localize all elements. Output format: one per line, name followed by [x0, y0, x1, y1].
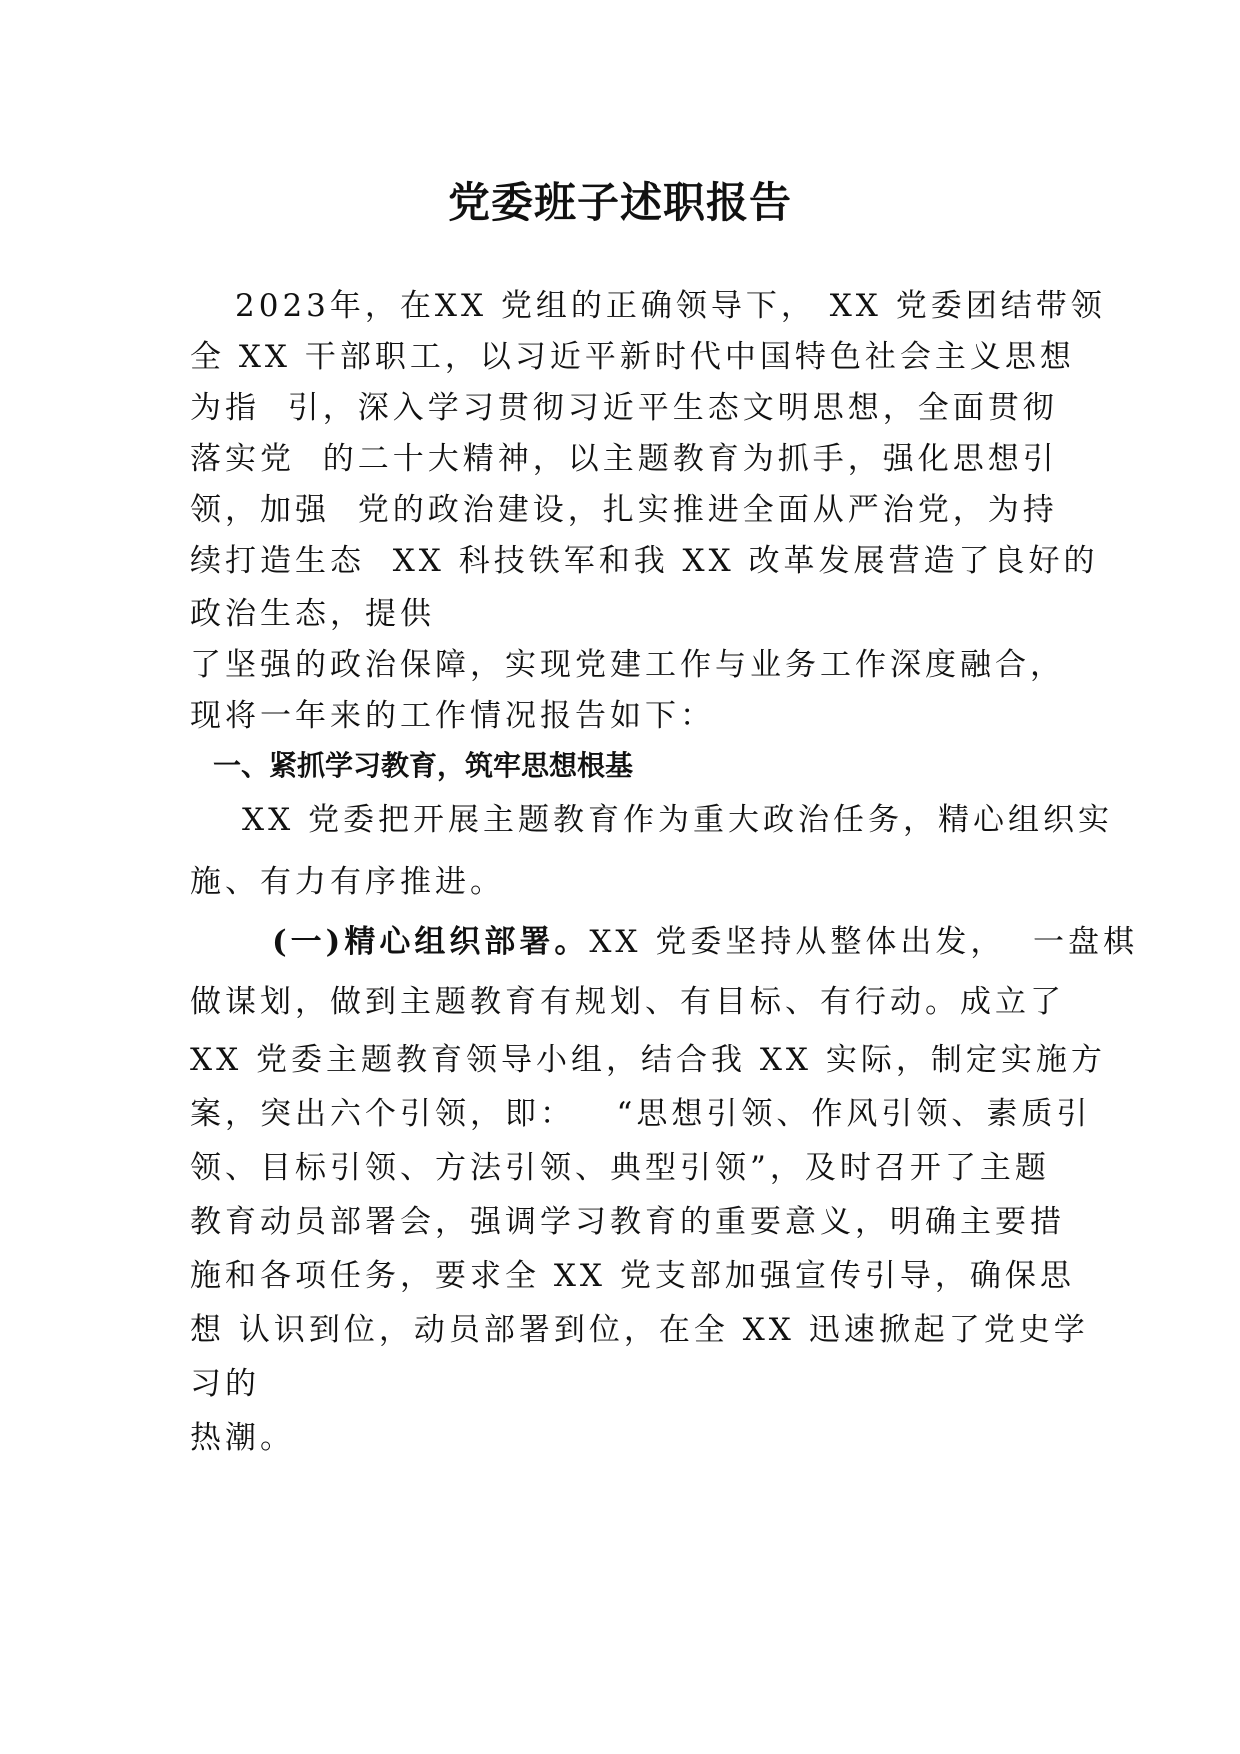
subsection1-first-line	[272, 922, 1138, 962]
section-heading-1: 一、紧抓学习教育，筑牢思想根基	[213, 749, 634, 782]
intro-line-3: 为指 引，深入学习贯彻习近平生态文明思想，全面贯彻	[190, 390, 1058, 426]
subsection1-line-3: XX 党委主题教育领导小组，结合我 XX 实际，制定实施方	[190, 1042, 1106, 1078]
intro-line-5: 领，加强 党的政治建设，扎实推进全面从严治党，为持	[190, 492, 1058, 528]
subsection1-line-7: 施和各项任务，要求全 XX 党支部加强宣传引导，确保思	[190, 1258, 1075, 1294]
intro-line-2: 全 XX 干部职工，以习近平新时代中国特色社会主义思想	[190, 339, 1075, 375]
subsection1-line-5: 领、目标引领、方法引领、典型引领”，及时召开了主题	[190, 1150, 1050, 1186]
intro-line-1: 2023年，在XX 党组的正确领导下， XX 党委团结带领	[235, 288, 1106, 324]
subsection1-heading: (一)精心组织部署。	[272, 924, 590, 960]
subsection1-line-10: 热潮。	[190, 1420, 295, 1456]
intro-line-6: 续打造生态 XX 科技铁军和我 XX 改革发展营造了良好的	[190, 543, 1099, 579]
document-title: 党委班子述职报告	[447, 178, 792, 227]
intro-line-9: 现将一年来的工作情况报告如下：	[190, 698, 715, 734]
subsection1-line-2: 做谋划，做到主题教育有规划、有目标、有行动。成立了	[190, 984, 1065, 1020]
intro-line-4: 落实党 的二十大精神，以主题教育为抓手，强化思想引	[190, 441, 1058, 477]
subsection1-line-6: 教育动员部署会，强调学习教育的重要意义，明确主要措	[190, 1204, 1065, 1240]
section1-line-2: 施、有力有序推进。	[190, 864, 505, 900]
subsection1-line-8: 想 认识到位，动员部署到位，在全 XX 迅速掀起了党史学	[190, 1312, 1089, 1348]
subsection1-line-9: 习的	[190, 1366, 260, 1402]
section1-line-1: XX 党委把开展主题教育作为重大政治任务，精心组织实	[242, 802, 1113, 838]
intro-line-7: 政治生态，提供	[190, 596, 435, 632]
subsection1-line-4: 案，突出六个引领，即： “思想引领、作风引领、素质引	[190, 1096, 1092, 1132]
intro-line-8: 了坚强的政治保障，实现党建工作与业务工作深度融合，	[190, 647, 1065, 683]
subsection1-first-line-text: XX 党委坚持从整体出发， 一盘棋	[589, 924, 1139, 960]
